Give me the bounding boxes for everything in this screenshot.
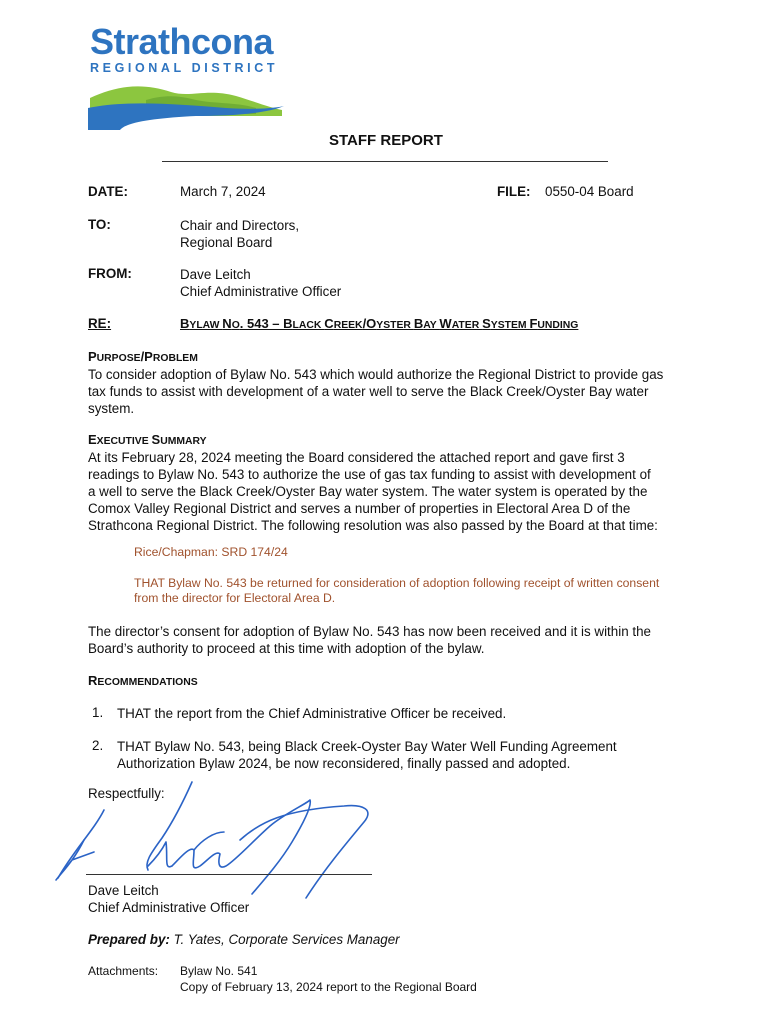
signature-line bbox=[86, 874, 372, 875]
from-label: FROM: bbox=[88, 266, 132, 281]
resolution-line: from the director for Electoral Area D. bbox=[134, 591, 336, 605]
recommendation-line: THAT Bylaw No. 543, being Black Creek-Oyster Bay Water Well Funding Agreement bbox=[117, 739, 617, 754]
paragraph-line: To consider adoption of Bylaw No. 543 which would authorize the Regional District to provide gas bbox=[88, 367, 664, 382]
recommendation-number: 1. bbox=[92, 705, 104, 720]
purpose-paragraph bbox=[88, 366, 684, 417]
paragraph-line: Comox Valley Regional District and serves a number of properties in Electoral Area D of the bbox=[88, 501, 631, 516]
paragraph-line: a well to serve the Black Creek/Oyster Bay water system. The water system is operated by the bbox=[88, 484, 648, 499]
to-recipient bbox=[180, 217, 299, 251]
to-line: Regional Board bbox=[180, 235, 273, 250]
resolution-text bbox=[134, 576, 694, 606]
signatory-title: Chief Administrative Officer bbox=[88, 900, 250, 915]
consent-paragraph bbox=[88, 623, 684, 657]
file-label: FILE: bbox=[497, 184, 531, 199]
resolution-line: THAT Bylaw No. 543 be returned for consideration of adoption following receipt of written consent bbox=[134, 576, 660, 590]
date-label: DATE: bbox=[88, 184, 128, 199]
signatory-block bbox=[88, 882, 249, 916]
prepared-by bbox=[88, 932, 400, 947]
attachment-item: Bylaw No. 541 bbox=[180, 964, 258, 978]
paragraph-line: readings to Bylaw No. 543 to authorize the use of gas tax funding to assist with development of bbox=[88, 467, 651, 482]
from-sender bbox=[180, 266, 341, 300]
attachments-list bbox=[180, 963, 477, 995]
recommendation-item bbox=[117, 705, 684, 722]
paragraph-line: Board’s authority to proceed at this time with adoption of the bylaw. bbox=[88, 641, 485, 656]
attachments-label: Attachments: bbox=[88, 964, 159, 978]
to-label: TO: bbox=[88, 217, 111, 232]
purpose-heading: PURPOSE/PROBLEM bbox=[88, 349, 198, 364]
title-divider bbox=[162, 161, 608, 162]
file-value: 0550-04 Board bbox=[545, 184, 634, 199]
logo-wordmark: Strathcona bbox=[90, 21, 274, 62]
recommendation-line: Authorization Bylaw 2024, be now reconsidered, finally passed and adopted. bbox=[117, 756, 571, 771]
recommendation-number: 2. bbox=[92, 738, 104, 753]
from-line: Dave Leitch bbox=[180, 267, 251, 282]
logo-subtitle: REGIONAL DISTRICT bbox=[90, 61, 279, 75]
prepared-by-label: Prepared by: bbox=[88, 932, 170, 947]
paragraph-line: tax funds to assist with development of a water well to serve the Black Creek/Oyster Bay water bbox=[88, 384, 649, 399]
re-label: RE: bbox=[88, 316, 112, 331]
recommendations-heading: RECOMMENDATIONS bbox=[88, 673, 198, 688]
paragraph-line: Strathcona Regional District. The following resolution was also passed by the Board at that time: bbox=[88, 518, 658, 533]
logo-landscape-icon bbox=[86, 78, 286, 134]
prepared-by-value: T. Yates, Corporate Services Manager bbox=[173, 932, 400, 947]
closing-salutation: Respectfully: bbox=[88, 786, 165, 801]
from-line: Chief Administrative Officer bbox=[180, 284, 342, 299]
paragraph-line: system. bbox=[88, 401, 135, 416]
recommendation-item bbox=[117, 738, 684, 772]
re-subject: BYLAW NO. 543 – BLACK CREEK/OYSTER BAY WATER SYSTEM FUNDING bbox=[180, 316, 579, 331]
resolution-mover: Rice/Chapman: SRD 174/24 bbox=[134, 545, 288, 559]
executive-summary-heading: EXECUTIVE SUMMARY bbox=[88, 432, 207, 447]
date-value: March 7, 2024 bbox=[180, 184, 266, 199]
paragraph-line: At its February 28, 2024 meeting the Board considered the attached report and gave first 3 bbox=[88, 450, 625, 465]
to-line: Chair and Directors, bbox=[180, 218, 300, 233]
report-title: STAFF REPORT bbox=[329, 132, 443, 149]
executive-summary-paragraph bbox=[88, 449, 684, 534]
paragraph-line: The director’s consent for adoption of Bylaw No. 543 has now been received and it is within the bbox=[88, 624, 651, 639]
attachment-item: Copy of February 13, 2024 report to the Regional Board bbox=[180, 980, 477, 994]
recommendation-line: THAT the report from the Chief Administrative Officer be received. bbox=[117, 706, 507, 721]
signatory-name: Dave Leitch bbox=[88, 883, 159, 898]
